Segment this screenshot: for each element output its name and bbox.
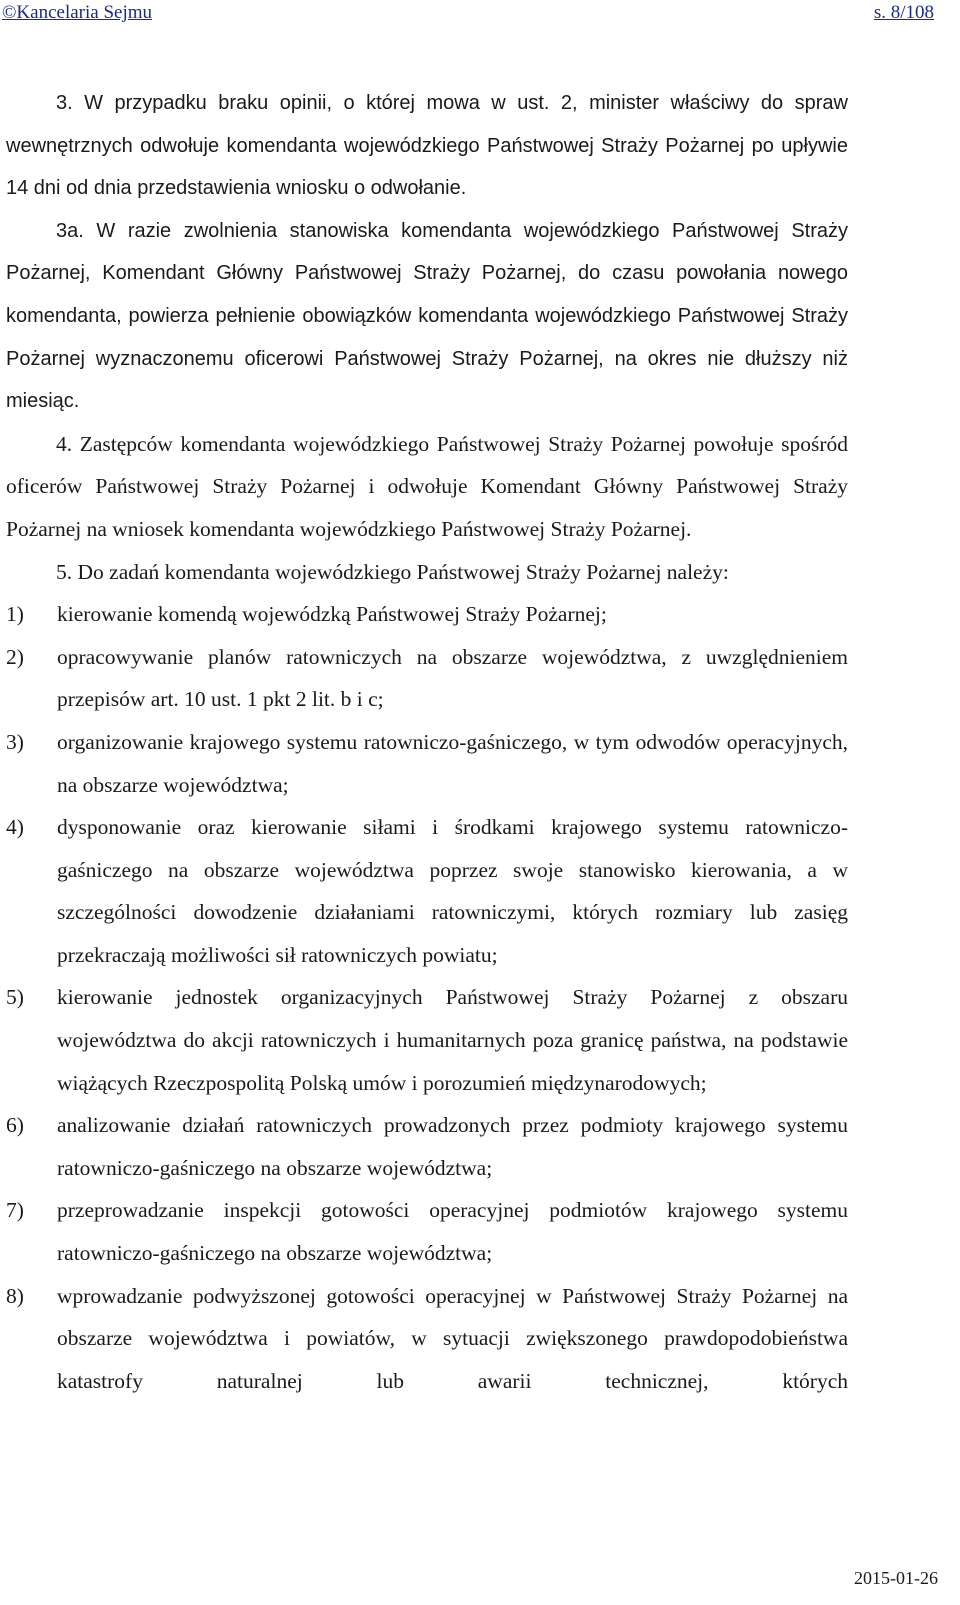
list-item [6, 976, 848, 1104]
list-item-text: przeprowadzanie inspekcji gotowości operacyjnej podmiotów krajowego systemu ratowniczo-gaśniczego na obszarze województwa; [57, 1198, 848, 1266]
page-number: s. 8/108 [873, 2, 934, 23]
list-item-text: organizowanie krajowego systemu ratowniczo-gaśniczego, w tym odwodów operacyjnych, na obszarze województwa; [57, 729, 848, 797]
paragraph-3: 3. W przypadku braku opinii, o której mowa w ust. 2, minister właściwy do spraw wewnętrznych odwołuje komendanta wojewódzkiego Państwowej Straży Pożarnej po upływie 14 dni od dnia przedstawienia wniosku o odwołanie. [6, 92, 848, 200]
list-item [6, 806, 848, 976]
list-item-number: 7) [6, 1198, 24, 1223]
list-item [6, 1189, 848, 1274]
footer-date: 2015-01-26 [854, 1568, 938, 1588]
list-item [6, 1275, 848, 1403]
document-body [6, 82, 848, 1402]
list-item-number: 5) [6, 985, 24, 1010]
paragraph-4: 4. Zastępców komendanta wojewódzkiego Państwowej Straży Pożarnej powołuje spośród oficerów Państwowej Straży Pożarnej i odwołuje Komendant Główny Państwowej Straży Pożarnej na wniosek komendanta wojewódzkiego Państwowej Straży Pożarnej. [6, 431, 848, 541]
list-item-text: analizowanie działań ratowniczych prowadzonych przez podmioty krajowego systemu ratowniczo-gaśniczego na obszarze województwa; [57, 1113, 848, 1180]
list-item [6, 636, 848, 721]
list-item-text: wprowadzanie podwyższonej gotowości operacyjnej w Państwowej Straży Pożarnej na obszarze województwa i powiatów, w sytuacji zwiększonego prawdopodobieństwa katastrofy naturalnej lub awarii technicznej, których [57, 1283, 848, 1393]
list-item [6, 721, 848, 806]
list-item-text: opracowywanie planów ratowniczych na obszarze województwa, z uwzględnieniem przepisów art. 10 ust. 1 pkt 2 lit. b i c; [57, 644, 848, 712]
paragraph-3a: 3a. W razie zwolnienia stanowiska komendanta wojewódzkiego Państwowej Straży Pożarnej, Komendant Główny Państwowej Straży Pożarnej, do czasu powołania nowego komendanta, powierza pełnienie obowiązków komendanta wojewódzkiego Państwowej Straży Pożarnej wyznaczonemu oficerowi Państwowej Straży Pożarnej, na okres nie dłuższy niż miesiąc. [6, 219, 848, 413]
list-item-number: 1) [6, 602, 24, 627]
list-item-text: kierowanie komendą wojewódzką Państwowej Straży Pożarnej; [57, 602, 607, 627]
paragraph-5: 5. Do zadań komendanta wojewódzkiego Państwowej Straży Pożarnej należy: [56, 559, 729, 584]
list-item-number: 4) [6, 815, 24, 840]
list-item [6, 1104, 848, 1189]
list-item-text: dysponowanie oraz kierowanie siłami i środkami krajowego systemu ratowniczo-gaśniczego na obszarze województwa poprzez swoje stanowisko kierowania, a w szczególności dowodzenie działaniami ratowniczymi, których rozmiary lub zasięg przekraczają możliwości sił ratowniczych powiatu; [57, 815, 848, 967]
list-item-number: 3) [6, 729, 24, 754]
list-item-number: 8) [6, 1283, 24, 1308]
list-item-number: 2) [6, 644, 24, 669]
list-item-text: kierowanie jednostek organizacyjnych Państwowej Straży Pożarnej z obszaru województwa do akcji ratowniczych i humanitarnych poza granicę państwa, na podstawie wiążących Rzeczpospolitą Polską umów i porozumień międzynarodowych; [57, 985, 848, 1095]
list-item-number: 6) [6, 1113, 24, 1138]
copyright-link[interactable]: ©Kancelaria Sejmu [2, 2, 153, 23]
list-item [6, 593, 848, 636]
